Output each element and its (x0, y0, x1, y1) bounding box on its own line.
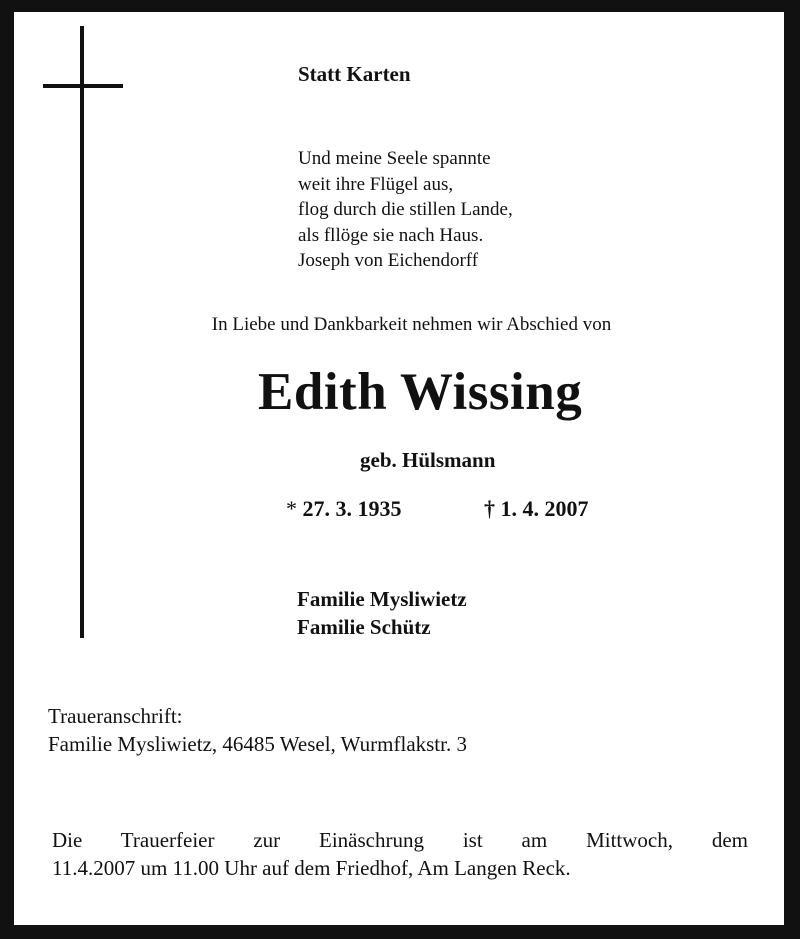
ceremony-line: 11.4.2007 um 11.00 Uhr auf dem Friedhof, Am Langen Reck. (52, 856, 571, 880)
family-signatures (297, 585, 467, 641)
family-name: Familie Schütz (297, 615, 431, 639)
poem-author: Joseph von Eichendorff (298, 250, 479, 271)
poem-line: als fllöge sie nach Haus. (298, 224, 484, 246)
maiden-name: geb. Hülsmann (360, 448, 496, 472)
address-label: Traueranschrift: (48, 704, 183, 728)
poem-line: flog durch die stillen Lande, (298, 199, 513, 220)
poem-line: weit ihre Flügel aus, (298, 173, 454, 195)
poem (298, 146, 513, 274)
mourning-address (48, 702, 467, 758)
death-date (484, 496, 589, 522)
death-dagger-icon: † (484, 496, 495, 521)
ceremony-line: Die Trauerfeier zur Einäschrung ist am Mittwoch, dem (52, 828, 748, 852)
deceased-name: Edith Wissing (258, 363, 583, 421)
death-date-value: 1. 4. 2007 (500, 496, 589, 521)
birth-star-icon: * (286, 496, 297, 521)
address-line: Familie Mysliwietz, 46485 Wesel, Wurmflakstr. 3 (48, 732, 467, 756)
ceremony-info (52, 826, 748, 882)
birth-date-value: 27. 3. 1935 (302, 496, 402, 521)
notice-header: Statt Karten (298, 62, 411, 86)
cross-icon-horizontal (43, 84, 123, 88)
farewell-intro: In Liebe und Dankbarkeit nehmen wir Abschied von (211, 314, 612, 335)
poem-line: Und meine Seele spannte (298, 148, 491, 169)
family-name: Familie Mysliwietz (297, 587, 467, 611)
birth-date (286, 496, 402, 522)
